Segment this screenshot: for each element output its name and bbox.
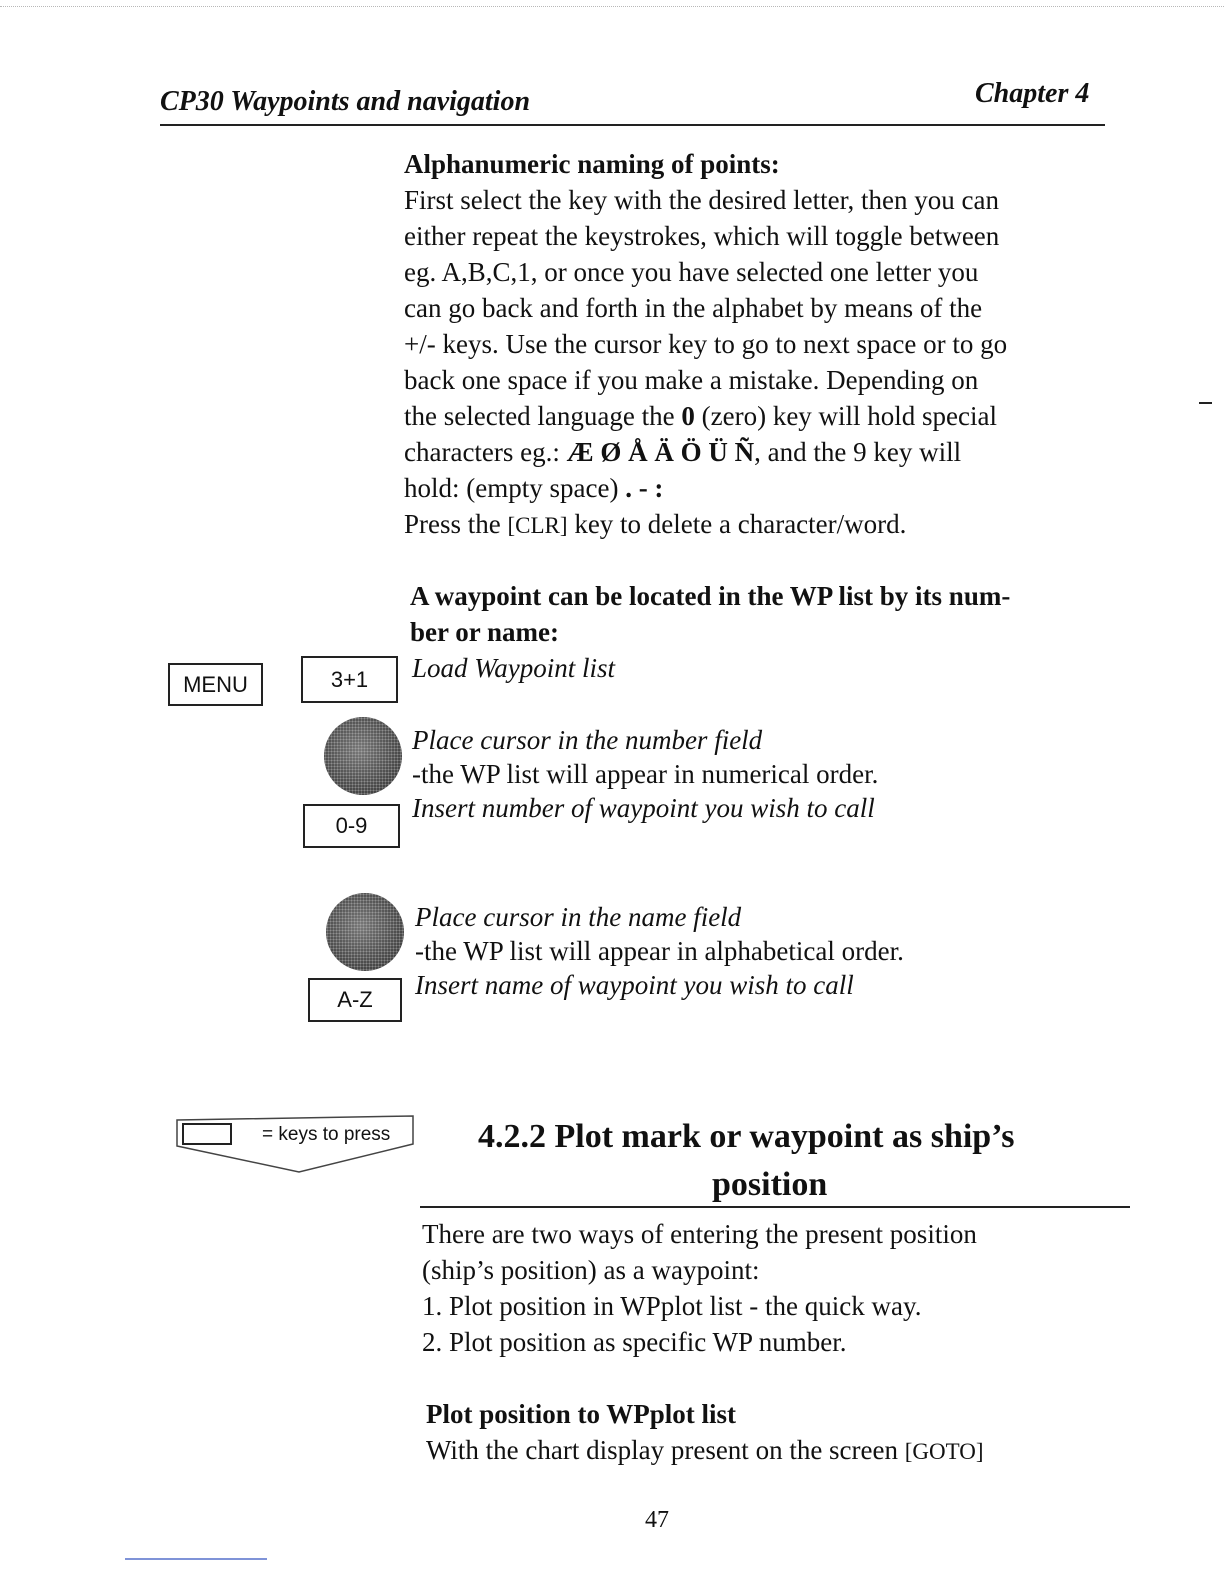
key-a-z: A-Z — [308, 978, 402, 1022]
naming-line-7-a: the selected language the — [404, 401, 682, 431]
locate-heading-line-2: ber or name: — [410, 617, 559, 647]
locate-heading-line-1: A waypoint can be located in the WP list by its num- — [410, 581, 1011, 611]
space-characters: . - : — [625, 473, 664, 503]
key-3-plus-1: 3+1 — [301, 656, 398, 703]
naming-line-2: either repeat the keystrokes, which will toggle between — [404, 221, 1000, 251]
naming-line-10-a: Press the — [404, 509, 508, 539]
menu-key: MENU — [168, 663, 263, 706]
naming-line-4: can go back and forth in the alphabet by means of the — [404, 293, 983, 323]
running-header-chapter: Chapter 4 — [975, 78, 1090, 109]
naming-line-9 — [404, 470, 663, 506]
naming-line-8 — [404, 434, 961, 470]
running-header-title: CP30 Waypoints and navigation — [160, 86, 531, 117]
header-rule — [160, 124, 1105, 126]
zero-key-text: 0 — [681, 401, 695, 431]
step-insert-name: Insert name of waypoint you wish to call — [415, 970, 854, 1000]
section-line-3: 1. Plot position in WPplot list - the quick way. — [422, 1291, 922, 1321]
special-characters: Æ Ø Å Ä Ö Ü Ñ — [566, 437, 755, 467]
section-last-line-a: With the chart display present on the screen — [426, 1435, 905, 1465]
step-load-waypoint-list: Load Waypoint list — [412, 653, 616, 683]
step-number-note: -the WP list will appear in numerical order. — [412, 759, 879, 789]
section-line-1: There are two ways of entering the present position — [422, 1219, 977, 1249]
naming-line-8-b: , and the 9 key will — [754, 437, 962, 467]
step-place-cursor-number: Place cursor in the number field — [412, 725, 763, 755]
legend-label: = keys to press — [262, 1124, 391, 1145]
step-place-cursor-name: Place cursor in the name field — [415, 902, 742, 932]
clr-key-text: [CLR] — [507, 513, 568, 538]
scan-edge-bottom — [125, 1558, 267, 1560]
naming-line-10-b: key to delete a character/word. — [567, 509, 907, 539]
step-insert-number: Insert number of waypoint you wish to call — [412, 793, 875, 823]
section-rule — [420, 1206, 1130, 1208]
naming-line-7 — [404, 398, 997, 434]
key-0-9: 0-9 — [303, 804, 400, 848]
naming-line-6: back one space if you make a mistake. Depending on — [404, 365, 979, 395]
section-title-line-2: position — [712, 1166, 828, 1203]
naming-line-5: +/- keys. Use the cursor key to go to next space or to go — [404, 329, 1008, 359]
section-last-line — [426, 1432, 984, 1470]
cursor-knob-icon — [326, 893, 404, 971]
naming-heading: Alphanumeric naming of points: — [404, 149, 780, 179]
naming-line-7-b: (zero) key will hold special — [694, 401, 998, 431]
cursor-knob-icon — [324, 717, 402, 795]
scan-edge-top — [0, 6, 1224, 7]
naming-line-10 — [404, 506, 906, 544]
step-name-note: -the WP list will appear in alphabetical order. — [415, 936, 904, 966]
margin-tick — [1199, 402, 1212, 404]
goto-key-text: [GOTO] — [904, 1439, 984, 1464]
section-line-2: (ship’s position) as a waypoint: — [422, 1255, 760, 1285]
naming-line-3: eg. A,B,C,1, or once you have selected one letter you — [404, 257, 979, 287]
section-title-line-1: 4.2.2 Plot mark or waypoint as ship’s — [478, 1118, 1015, 1155]
naming-line-8-a: characters eg.: — [404, 437, 567, 467]
naming-line-9-a: hold: (empty space) — [404, 473, 626, 503]
subheading-plot-position: Plot position to WPplot list — [426, 1399, 737, 1429]
section-line-4: 2. Plot position as specific WP number. — [422, 1327, 847, 1357]
page-number: 47 — [645, 1507, 669, 1533]
naming-line-1: First select the key with the desired letter, then you can — [404, 185, 999, 215]
